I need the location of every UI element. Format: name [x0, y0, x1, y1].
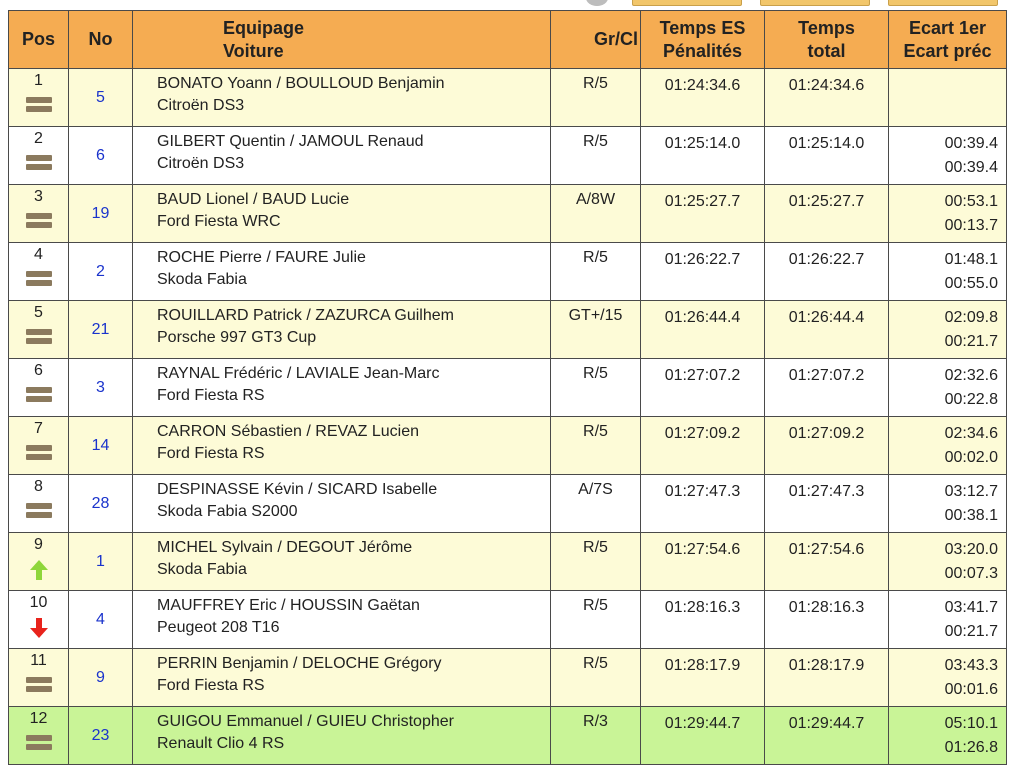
ecart-cell	[889, 707, 1007, 765]
temps-total: 01:24:34.6	[788, 77, 865, 94]
results-table	[8, 10, 1007, 765]
group-class: R/5	[583, 133, 608, 150]
crew-cell	[133, 649, 551, 707]
temps-total-cell	[765, 127, 889, 185]
temps-es: 01:27:54.6	[664, 541, 741, 558]
ecart-prec: 00:07.3	[944, 565, 998, 582]
header-temps-label: Temps	[798, 17, 855, 38]
temps-total: 01:26:44.4	[788, 309, 865, 326]
header-voiture: Voiture	[223, 40, 284, 61]
temps-total-cell	[765, 185, 889, 243]
car-number-link[interactable]: 1	[69, 533, 133, 591]
temps-total-cell	[765, 69, 889, 127]
equal-icon	[26, 153, 52, 173]
ecart-prec: 00:13.7	[944, 217, 998, 234]
group-class: R/5	[583, 597, 608, 614]
equal-icon	[26, 211, 52, 231]
temps-es: 01:28:16.3	[664, 599, 741, 616]
temps-total-cell	[765, 591, 889, 649]
table-row[interactable]	[9, 301, 1007, 359]
equal-icon	[26, 501, 52, 521]
crew-cell	[133, 533, 551, 591]
equal-icon	[26, 269, 52, 289]
crew-cell	[133, 243, 551, 301]
group-class: R/5	[583, 423, 608, 440]
temps-total-cell	[765, 243, 889, 301]
ecart-cell	[889, 69, 1007, 127]
pos-cell	[9, 649, 69, 707]
pos-cell	[9, 127, 69, 185]
temps-es: 01:26:22.7	[664, 251, 741, 268]
position-number: 5	[34, 304, 43, 321]
table-header-row	[9, 11, 1007, 69]
crew-names: GILBERT Quentin / JAMOUL Renaud	[157, 133, 424, 150]
temps-es-cell	[641, 707, 765, 765]
car-model: Skoda Fabia	[157, 271, 247, 288]
temps-total: 01:29:44.7	[788, 715, 865, 732]
group-class-cell	[551, 417, 641, 475]
table-row[interactable]	[9, 69, 1007, 127]
ecart-cell	[889, 533, 1007, 591]
car-number-link[interactable]: 6	[69, 127, 133, 185]
position-number: 1	[34, 72, 43, 89]
car-number-link[interactable]: 28	[69, 475, 133, 533]
ecart-prec: 01:26.8	[944, 739, 998, 756]
temps-es-cell	[641, 359, 765, 417]
table-row[interactable]	[9, 475, 1007, 533]
ecart-1er	[889, 69, 998, 74]
toolbar-tab-2[interactable]	[760, 0, 870, 6]
ecart-prec: 00:55.0	[944, 275, 998, 292]
car-model: Ford Fiesta WRC	[157, 213, 281, 230]
car-model: Porsche 997 GT3 Cup	[157, 329, 317, 346]
header-ecart-prec-label: Ecart préc	[903, 40, 992, 61]
ecart-cell	[889, 243, 1007, 301]
position-number: 2	[34, 130, 43, 147]
temps-es: 01:28:17.9	[664, 657, 741, 674]
equal-icon	[26, 327, 52, 347]
car-number-link[interactable]: 14	[69, 417, 133, 475]
equal-icon	[26, 443, 52, 463]
group-class-cell	[551, 707, 641, 765]
group-class-cell	[551, 185, 641, 243]
car-model: Citroën DS3	[157, 155, 245, 172]
group-class-cell	[551, 533, 641, 591]
crew-names: ROUILLARD Patrick / ZAZURCA Guilhem	[157, 307, 454, 324]
crew-cell	[133, 301, 551, 359]
temps-total-cell	[765, 417, 889, 475]
header-temps-es-label: Temps ES	[659, 17, 746, 38]
position-number: 10	[29, 594, 48, 611]
temps-total: 01:28:16.3	[788, 599, 865, 616]
pos-cell	[9, 301, 69, 359]
car-number-link[interactable]: 4	[69, 591, 133, 649]
pos-cell	[9, 417, 69, 475]
car-model: Skoda Fabia S2000	[157, 503, 298, 520]
group-class: R/3	[583, 713, 608, 730]
car-model: Citroën DS3	[157, 97, 245, 114]
temps-total-cell	[765, 707, 889, 765]
table-row[interactable]	[9, 417, 1007, 475]
table-row[interactable]	[9, 359, 1007, 417]
crew-names: RAYNAL Frédéric / LAVIALE Jean-Marc	[157, 365, 440, 382]
equal-icon	[26, 95, 52, 115]
temps-es-cell	[641, 185, 765, 243]
pos-cell	[9, 359, 69, 417]
ecart-cell	[889, 301, 1007, 359]
ecart-1er: 02:09.8	[944, 309, 998, 326]
header-penalites-label: Pénalités	[662, 40, 743, 61]
group-class: R/5	[583, 249, 608, 266]
table-row[interactable]	[9, 649, 1007, 707]
crew-names: MAUFFREY Eric / HOUSSIN Gaëtan	[157, 597, 420, 614]
ecart-cell	[889, 417, 1007, 475]
pos-cell	[9, 243, 69, 301]
ecart-1er: 00:53.1	[944, 193, 998, 210]
group-class-cell	[551, 649, 641, 707]
pos-cell	[9, 707, 69, 765]
table-row[interactable]	[9, 185, 1007, 243]
crew-names: DESPINASSE Kévin / SICARD Isabelle	[157, 481, 438, 498]
car-number-link[interactable]: 19	[69, 185, 133, 243]
crew-cell	[133, 127, 551, 185]
toolbar-tab-3[interactable]	[888, 0, 998, 6]
temps-es: 01:27:07.2	[664, 367, 741, 384]
crew-cell	[133, 591, 551, 649]
temps-es: 01:24:34.6	[664, 77, 741, 94]
group-class-cell	[551, 475, 641, 533]
ecart-1er: 03:20.0	[944, 541, 998, 558]
pos-cell	[9, 69, 69, 127]
car-number-link[interactable]: 21	[69, 301, 133, 359]
table-row[interactable]	[9, 591, 1007, 649]
arrow-down-icon	[26, 617, 52, 637]
temps-total: 01:27:47.3	[788, 483, 865, 500]
equal-icon	[26, 385, 52, 405]
temps-es-cell	[641, 243, 765, 301]
crew-names: BAUD Lionel / BAUD Lucie	[157, 191, 350, 208]
car-model: Ford Fiesta RS	[157, 445, 265, 462]
temps-es-cell	[641, 69, 765, 127]
header-ecart[interactable]	[889, 11, 1007, 69]
crew-names: BONATO Yoann / BOULLOUD Benjamin	[157, 75, 445, 92]
ecart-prec: 00:02.0	[944, 449, 998, 466]
temps-es-cell	[641, 417, 765, 475]
group-class-cell	[551, 127, 641, 185]
crew-cell	[133, 707, 551, 765]
ecart-cell	[889, 591, 1007, 649]
header-total-label: total	[807, 40, 846, 61]
header-temps-total[interactable]	[765, 11, 889, 69]
temps-es: 01:26:44.4	[664, 309, 741, 326]
table-row[interactable]	[9, 243, 1007, 301]
car-model: Peugeot 208 T16	[157, 619, 280, 636]
header-equipage: Equipage	[223, 17, 305, 38]
globe-icon[interactable]	[586, 0, 608, 6]
pos-cell	[9, 475, 69, 533]
position-number: 7	[34, 420, 43, 437]
temps-es-cell	[641, 591, 765, 649]
temps-total: 01:27:07.2	[788, 367, 865, 384]
toolbar-tab-1[interactable]	[632, 0, 742, 6]
group-class: R/5	[583, 655, 608, 672]
group-class-cell	[551, 69, 641, 127]
temps-es-cell	[641, 475, 765, 533]
table-row[interactable]	[9, 533, 1007, 591]
group-class-cell	[551, 301, 641, 359]
crew-names: MICHEL Sylvain / DEGOUT Jérôme	[157, 539, 413, 556]
ecart-1er: 02:34.6	[944, 425, 998, 442]
crew-names: CARRON Sébastien / REVAZ Lucien	[157, 423, 420, 440]
ecart-cell	[889, 649, 1007, 707]
temps-es-cell	[641, 301, 765, 359]
position-number: 3	[34, 188, 43, 205]
temps-es: 01:29:44.7	[664, 715, 741, 732]
car-model: Ford Fiesta RS	[157, 387, 265, 404]
temps-total: 01:25:14.0	[788, 135, 865, 152]
ecart-1er: 01:48.1	[944, 251, 998, 268]
ecart-1er: 00:39.4	[944, 135, 998, 152]
car-number-link[interactable]: 23	[69, 707, 133, 765]
temps-total-cell	[765, 475, 889, 533]
position-number: 11	[30, 652, 47, 669]
temps-es: 01:25:14.0	[664, 135, 741, 152]
car-model: Ford Fiesta RS	[157, 677, 265, 694]
group-class: R/5	[583, 75, 608, 92]
pos-cell	[9, 533, 69, 591]
ecart-cell	[889, 475, 1007, 533]
temps-total: 01:25:27.7	[788, 193, 865, 210]
ecart-prec: 00:38.1	[944, 507, 998, 524]
temps-es: 01:27:47.3	[664, 483, 741, 500]
car-number-link[interactable]: 3	[69, 359, 133, 417]
position-number: 6	[34, 362, 43, 379]
ecart-cell	[889, 185, 1007, 243]
temps-es-cell	[641, 127, 765, 185]
crew-names: PERRIN Benjamin / DELOCHE Grégory	[157, 655, 442, 672]
temps-total-cell	[765, 359, 889, 417]
ecart-1er: 05:10.1	[944, 715, 998, 732]
car-model: Renault Clio 4 RS	[157, 735, 285, 752]
ecart-1er: 03:41.7	[944, 599, 998, 616]
header-grcl[interactable]: Gr/Cl	[551, 11, 641, 69]
header-no[interactable]: No	[69, 11, 133, 69]
temps-total: 01:27:09.2	[788, 425, 865, 442]
table-row[interactable]	[9, 127, 1007, 185]
ecart-cell	[889, 359, 1007, 417]
equal-icon	[26, 675, 52, 695]
car-number-link[interactable]: 2	[69, 243, 133, 301]
position-number: 12	[29, 710, 48, 727]
ecart-prec: 00:01.6	[944, 681, 998, 698]
equal-icon	[26, 733, 52, 753]
temps-total-cell	[765, 533, 889, 591]
pos-cell	[9, 591, 69, 649]
ecart-cell	[889, 127, 1007, 185]
group-class: GT+/15	[568, 307, 623, 324]
temps-es: 01:27:09.2	[664, 425, 741, 442]
temps-total-cell	[765, 301, 889, 359]
ecart-prec: 00:39.4	[944, 159, 998, 176]
ecart-1er: 03:43.3	[944, 657, 998, 674]
ecart-prec: 00:21.7	[944, 333, 998, 350]
group-class-cell	[551, 243, 641, 301]
temps-es-cell	[641, 649, 765, 707]
ecart-prec: 00:22.8	[944, 391, 998, 408]
temps-total: 01:27:54.6	[788, 541, 865, 558]
position-number: 4	[34, 246, 43, 263]
position-number: 8	[34, 478, 43, 495]
temps-total-cell	[765, 649, 889, 707]
ecart-1er: 02:32.6	[944, 367, 998, 384]
group-class-cell	[551, 591, 641, 649]
pos-cell	[9, 185, 69, 243]
car-number-link[interactable]: 9	[69, 649, 133, 707]
header-temps-es[interactable]	[641, 11, 765, 69]
crew-names: ROCHE Pierre / FAURE Julie	[157, 249, 366, 266]
header-crew[interactable]	[133, 11, 551, 69]
group-class-cell	[551, 359, 641, 417]
temps-es-cell	[641, 533, 765, 591]
group-class: A/8W	[575, 191, 616, 208]
car-model: Skoda Fabia	[157, 561, 247, 578]
table-row[interactable]	[9, 707, 1007, 765]
temps-total: 01:26:22.7	[788, 251, 865, 268]
temps-es: 01:25:27.7	[664, 193, 741, 210]
top-toolbar-remnant	[0, 0, 1014, 10]
car-number-link[interactable]: 5	[69, 69, 133, 127]
group-class: R/5	[583, 539, 608, 556]
arrow-up-icon	[26, 559, 52, 579]
ecart-1er: 03:12.7	[944, 483, 998, 500]
crew-cell	[133, 359, 551, 417]
crew-cell	[133, 417, 551, 475]
temps-total: 01:28:17.9	[788, 657, 865, 674]
position-number: 9	[34, 536, 43, 553]
crew-cell	[133, 475, 551, 533]
header-ecart-1er-label: Ecart 1er	[908, 17, 987, 38]
crew-cell	[133, 69, 551, 127]
group-class: R/5	[583, 365, 608, 382]
crew-names: GUIGOU Emmanuel / GUIEU Christopher	[157, 713, 454, 730]
ecart-prec: 00:21.7	[944, 623, 998, 640]
group-class: A/7S	[578, 481, 613, 498]
crew-cell	[133, 185, 551, 243]
header-pos[interactable]: Pos	[9, 11, 69, 69]
